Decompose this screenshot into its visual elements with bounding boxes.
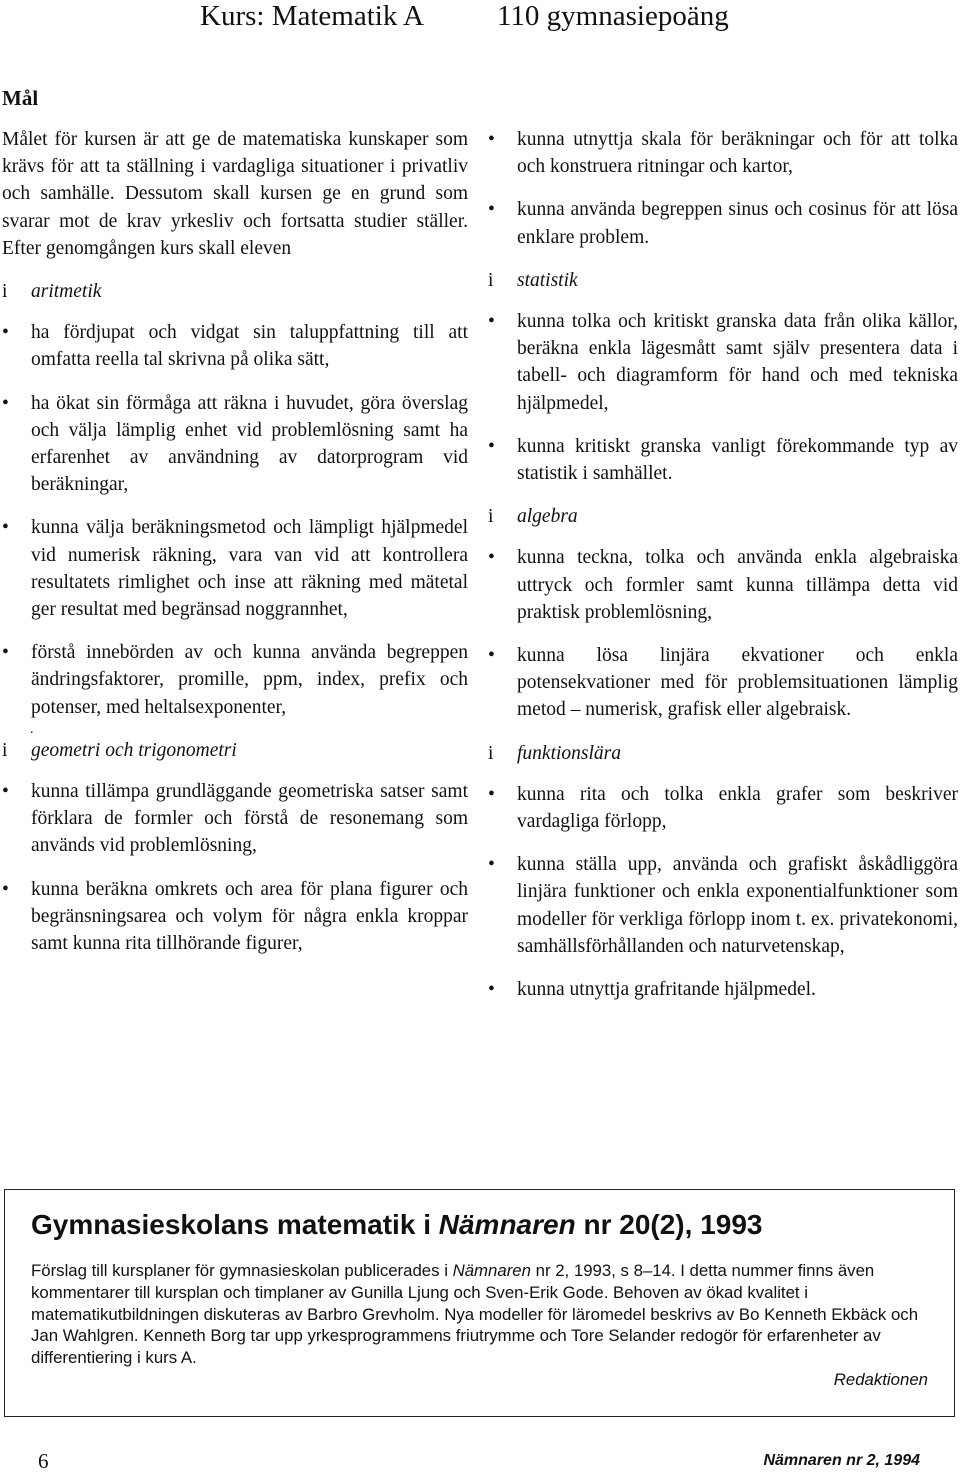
stray-period: .: [30, 721, 34, 737]
list-item: • kunna kritiskt granska vanligt förekommande typ av statistik i samhället.: [488, 433, 958, 487]
section-marker: i: [2, 739, 8, 761]
section-heading-geometri: [2, 737, 468, 764]
bullet-icon: •: [2, 878, 9, 900]
journal-name: Nämnaren: [438, 1209, 576, 1240]
section-title: aritmetik: [31, 281, 102, 303]
list-item: • kunna lösa linjära ekvationer och enkla potensekvationer med för problemsituationen lämplig metod – numerisk, grafisk eller algebraisk.: [488, 642, 958, 724]
list-item: • kunna tolka och kritiskt granska data från olika källor, beräkna enkla lägesmått samt själv presentera data i tabell- och diagramform för hand och med tekniska hjälpmedel,: [488, 308, 958, 417]
bullet-icon: •: [488, 547, 495, 569]
list-item: • kunna teckna, tolka och använda enkla algebraiska uttryck och formler samt kunna tillämpa detta vid praktisk problemlösning,: [488, 544, 958, 626]
left-column: [2, 84, 468, 973]
bullet-icon: •: [2, 322, 9, 344]
section-title: statistik: [517, 269, 578, 291]
course-title: Kurs: Matematik A: [200, 0, 424, 32]
journal-name: Nämnaren: [452, 1261, 531, 1280]
notice-body: Förslag till kursplaner för gymnasieskolan publicerades i Nämnaren nr 2, 1993, s 8–14. I detta nummer finns även kommentarer till kursplan och timplaner av Gunilla Ljung och Sven-Erik Gode. Behoven av ökad kvalitet i matematikutbildningen diskuteras av Barbro Grevholm. Nya modeller för läromedel beskrivs av Bo Kenneth Ekbäck och Jan Wahlgren. Kenneth Borg tar upp yrkesprogrammens friutrymme och Tore Selander redogör för erfarenheter av differentiering i kurs A.: [31, 1261, 919, 1368]
bullet-icon: •: [488, 783, 495, 805]
bullet-icon: •: [488, 645, 495, 667]
notice-signature: Redaktionen: [833, 1369, 928, 1389]
page-header: [0, 0, 960, 34]
notice-title: Gymnasieskolans matematik i Nämnaren nr 20(2), 1993: [31, 1209, 763, 1240]
section-heading-funktionslara: [488, 740, 958, 767]
bullet-icon: •: [2, 781, 9, 803]
statistik-list: [488, 308, 958, 487]
journal-footer: Nämnaren nr 2, 1994: [763, 1452, 920, 1469]
bullet-icon: •: [2, 642, 9, 664]
list-item: • ha ökat sin förmåga att räkna i huvudet, göra överslag och välja lämplig enhet vid problemlösning samt ha erfarenhet av användning av datorprogram vid beräkningar,: [2, 390, 468, 499]
goals-intro: Målet för kursen är att ge de matematiska kunskaper som krävs för att ta ställning i vardagliga situationer i privatliv och samhälle. Dessutom skall kursen ge en grund som svarar mot de krav yrkesliv och fortsatta studier ställer. Efter genomgången kurs skall eleven: [2, 129, 468, 259]
bullet-icon: •: [488, 979, 495, 1001]
algebra-list: [488, 544, 958, 723]
geometri-continued-list: [488, 126, 958, 251]
bullet-icon: •: [488, 435, 495, 457]
list-item: • kunna använda begreppen sinus och cosinus för att lösa enklare problem.: [488, 196, 958, 250]
bullet-icon: •: [2, 392, 9, 414]
bullet-icon: •: [488, 311, 495, 333]
section-heading-aritmetik: [2, 278, 468, 305]
section-marker: i: [488, 742, 494, 764]
list-item: • ha fördjupat och vidgat sin taluppfattning till att omfatta reella tal skrivna på olika sätt,: [2, 319, 468, 373]
section-title: funktionslära: [517, 742, 622, 764]
list-item: • förstå innebörden av och kunna använda begreppen ändringsfaktorer, promille, ppm, index, prefix och potenser, med heltalsexponenter,: [2, 639, 468, 721]
aritmetik-list: [2, 319, 468, 721]
funktionslara-list: [488, 781, 958, 1003]
list-item: • kunna beräkna omkrets och area för plana figurer och begränsningsarea och volym för några enkla kroppar samt kunna rita tillhörande figurer,: [2, 876, 468, 958]
bullet-icon: •: [488, 854, 495, 876]
list-item: • kunna rita och tolka enkla grafer som beskriver vardagliga förlopp,: [488, 781, 958, 835]
list-item: • kunna tillämpa grundläggande geometriska satser samt förklara de formler och förstå de resonemang som används vid problemlösning,: [2, 778, 468, 860]
right-column: [488, 126, 958, 1019]
section-heading-statistik: [488, 267, 958, 294]
section-title: geometri och trigonometri: [31, 739, 237, 761]
section-title: algebra: [517, 506, 578, 528]
list-item: • kunna utnyttja grafritande hjälpmedel.: [488, 976, 958, 1003]
notice-box: [4, 1189, 955, 1417]
section-marker: i: [2, 281, 8, 303]
bullet-icon: •: [488, 199, 495, 221]
goals-heading: Mål: [2, 86, 39, 110]
course-points: 110 gymnasiepoäng: [497, 0, 729, 32]
section-heading-algebra: [488, 503, 958, 530]
list-item: • kunna välja beräkningsmetod och lämpligt hjälpmedel vid numerisk räkning, vara van vid att kontrollera resultatets rimlighet och inse att räkning med mätetal ger resultat med begränsad noggrannhet,: [2, 514, 468, 623]
list-item: • kunna utnyttja skala för beräkningar och för att tolka och konstruera ritningar och kartor,: [488, 126, 958, 180]
page-number: 6: [38, 1449, 49, 1473]
section-marker: i: [488, 269, 494, 291]
bullet-icon: •: [488, 129, 495, 150]
bullet-icon: •: [2, 517, 9, 539]
section-marker: i: [488, 506, 494, 528]
list-item: • kunna ställa upp, använda och grafiskt åskådliggöra linjära funktioner och enkla exponentialfunktioner som modeller för verkliga förlopp inom t. ex. privatekonomi, samhällsförhållanden och naturvetenskap,: [488, 851, 958, 960]
geometri-list: [2, 778, 468, 957]
